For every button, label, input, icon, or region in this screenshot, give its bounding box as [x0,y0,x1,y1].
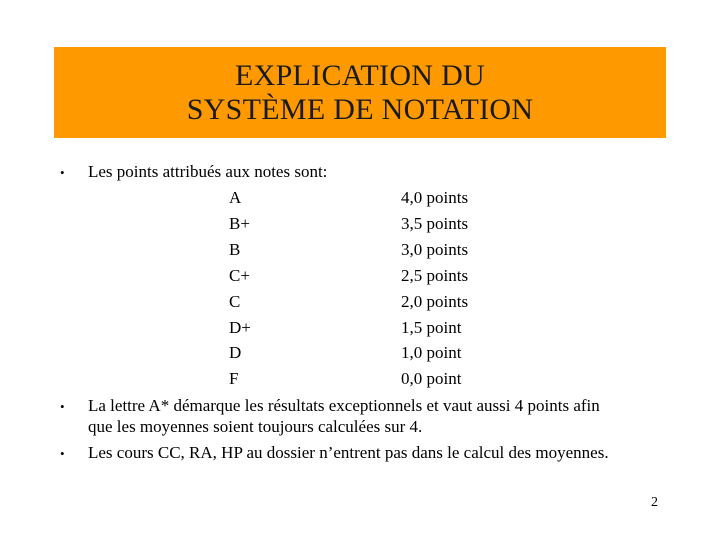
bullet-icon: • [60,165,65,180]
grade-points: 2,0 points [401,292,469,311]
grade-points: 2,5 points [401,266,469,285]
grade-points: 3,0 points [401,240,469,259]
grade-points: 1,0 point [401,343,462,362]
grade-points: 4,0 points [401,188,469,207]
bullet-text-astar-line-2: que les moyennes soient toujours calculées sur 4. [88,417,423,436]
grade-letter: B+ [229,214,250,233]
bullet-icon: • [60,446,65,461]
grade-letter: C+ [229,266,250,285]
page-number: 2 [651,495,658,510]
grade-points: 1,5 point [401,318,462,337]
bullet-icon: • [60,399,65,414]
bullet-text-intro: Les points attribués aux notes sont: [88,162,328,181]
grade-letter: F [229,369,239,388]
grade-points: 3,5 points [401,214,469,233]
title-line-1: EXPLICATION DU [234,58,485,92]
title-line-2: SYSTÈME DE NOTATION [186,92,534,126]
grade-letter: B [229,240,241,259]
bullet-text-courses: Les cours CC, RA, HP au dossier n’entrent pas dans le calcul des moyennes. [88,443,609,462]
grade-letter: A [229,188,242,207]
grade-points: 0,0 point [401,369,462,388]
title-banner [54,47,666,138]
grade-letter: D+ [229,318,251,337]
bullet-text-astar-line-1: La lettre A* démarque les résultats exceptionnels et vaut aussi 4 points afin [88,396,600,415]
grade-letter: D [229,343,242,362]
grade-letter: C [229,292,241,311]
